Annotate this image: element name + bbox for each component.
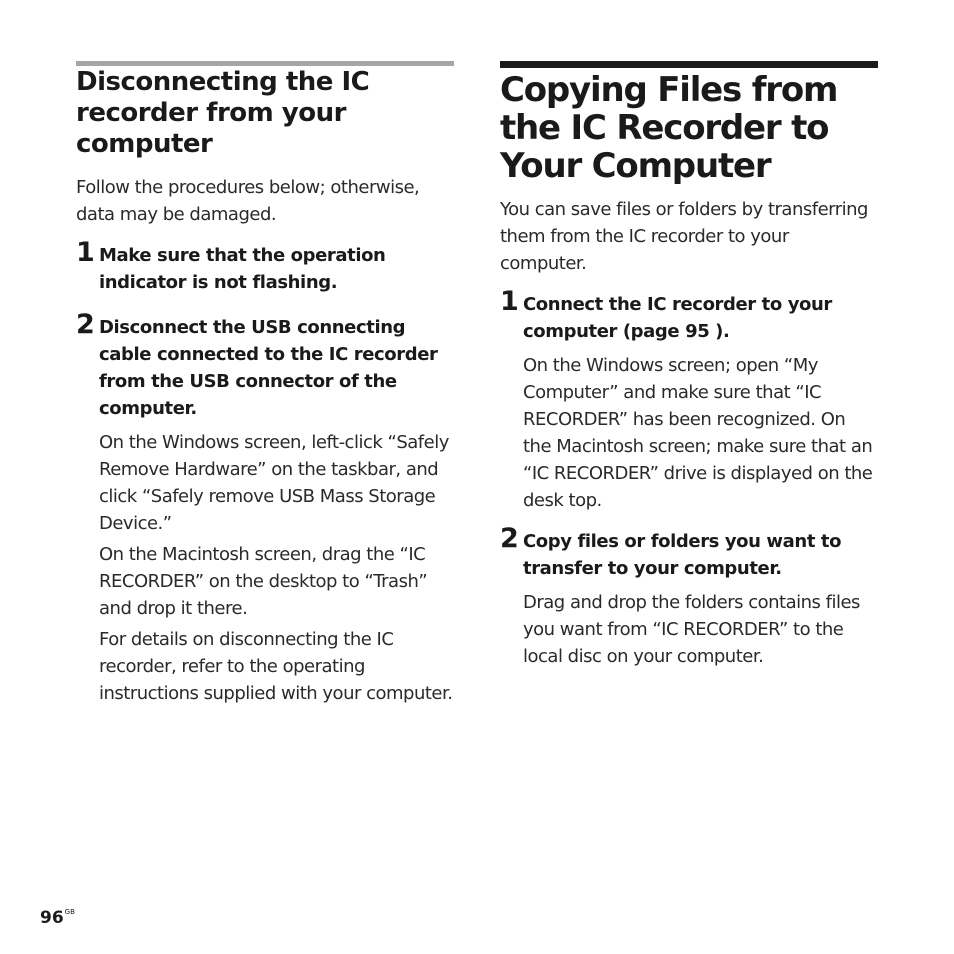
step-detail: On the Windows screen, left-click “Safely Remove Hardware” on the taskbar, and click “Safely remove USB Mass Storage Device.”: [99, 432, 449, 534]
step-instruction: Connect the IC recorder to your computer (page 95 ).: [523, 294, 832, 342]
page-number: [40, 908, 75, 928]
intro-text: Follow the procedures below; otherwise, data may be damaged.: [76, 177, 420, 225]
step-detail: Drag and drop the folders contains files you want from “IC RECORDER” to the local disc on your computer.: [523, 592, 860, 667]
step-2: [76, 309, 454, 707]
page-number-suffix: GB: [64, 908, 75, 916]
step-instruction: Copy files or folders you want to transfer to your computer.: [523, 531, 842, 579]
chapter-rule: [500, 61, 878, 68]
step-detail: On the Windows screen; open “My Computer” and make sure that “IC RECORDER” has been recognized. On the Macintosh screen; make sure that an “IC RECORDER” drive is displayed on the desk top.: [523, 355, 873, 511]
step-number: 2: [500, 523, 519, 554]
intro-text: You can save files or folders by transferring them from the IC recorder to your computer.: [500, 199, 868, 274]
step-1: [500, 286, 878, 514]
section-heading: Disconnecting the IC recorder from your computer: [76, 67, 370, 159]
step-1: [76, 237, 454, 296]
step-number: 1: [500, 286, 519, 317]
step-2: [500, 523, 878, 670]
step-instruction: Make sure that the operation indicator is not flashing.: [99, 245, 386, 293]
step-number: 2: [76, 309, 95, 340]
step-number: 1: [76, 237, 95, 268]
chapter-heading: Copying Files from the IC Recorder to Your Computer: [500, 70, 838, 186]
page-number-value: 96: [40, 908, 64, 928]
step-detail: For details on disconnecting the IC recorder, refer to the operating instructions supplied with your computer.: [99, 629, 453, 704]
step-instruction: Disconnect the USB connecting cable connected to the IC recorder from the USB connector of the computer.: [99, 317, 438, 419]
step-detail: On the Macintosh screen, drag the “IC RECORDER” on the desktop to “Trash” and drop it there.: [99, 544, 428, 619]
section-rule: [76, 61, 454, 66]
